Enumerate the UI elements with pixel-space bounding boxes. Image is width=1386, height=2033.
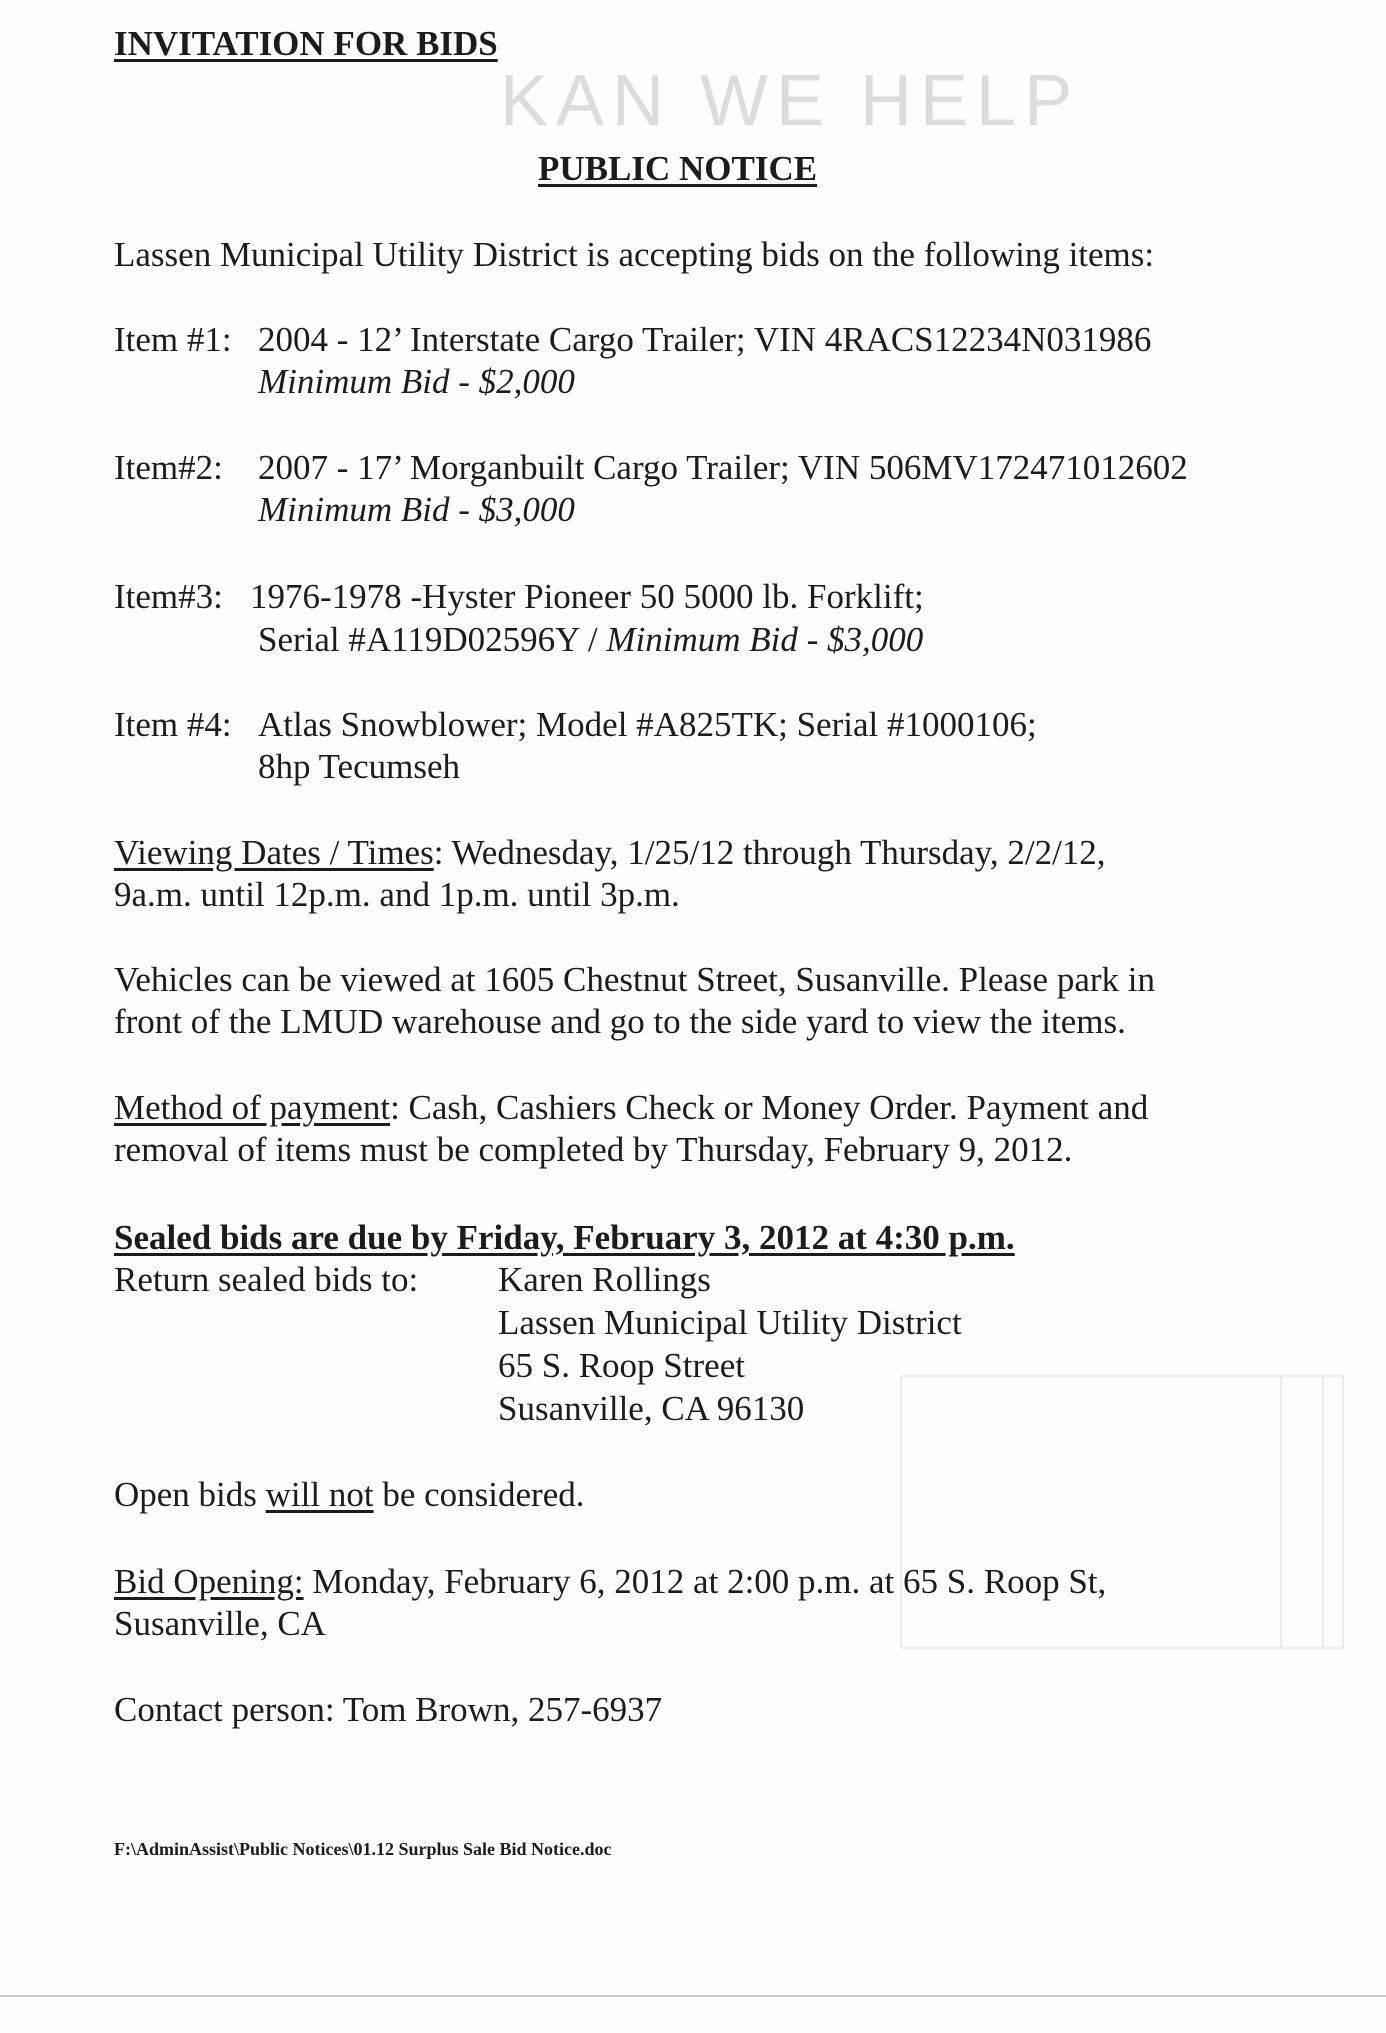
open-bids-notice: [114, 1475, 584, 1515]
item-3-label: Item#3:: [114, 577, 223, 616]
public-notice-heading: PUBLIC NOTICE: [538, 149, 818, 188]
bid-opening-line-1: [114, 1562, 1106, 1602]
open-bids-after: be considered.: [373, 1475, 585, 1514]
location-line-2: front of the LMUD warehouse and go to the side yard to view the items.: [114, 1002, 1126, 1041]
item-1-description: 2004 - 12’ Interstate Cargo Trailer; VIN 4RACS12234N031986: [258, 320, 1152, 359]
viewing-times-line-1: [114, 833, 1106, 873]
bleed-through-box: [900, 1375, 1324, 1649]
scan-edge-line: [0, 1995, 1386, 1997]
payment-label: Method of payment: [114, 1088, 391, 1127]
bleed-through-box-edge: [1280, 1375, 1344, 1649]
viewing-times-dates: : Wednesday, 1/25/12 through Thursday, 2/2/12,: [433, 833, 1106, 872]
item-3-description: 1976-1978 -Hyster Pioneer 50 5000 lb. Forklift;: [250, 577, 924, 616]
bid-opening-line-2: Susanville, CA: [114, 1604, 326, 1643]
item-2-minimum-bid: Minimum Bid - $3,000: [258, 490, 575, 529]
item-4-label: Item #4:: [114, 705, 232, 744]
return-address-name: Karen Rollings: [498, 1260, 711, 1299]
item-1-label: Item #1:: [114, 320, 232, 359]
item-3-minimum-bid: Minimum Bid - $3,000: [606, 620, 924, 659]
payment-methods: : Cash, Cashiers Check or Money Order. Payment and: [390, 1088, 1149, 1127]
location-line-1: Vehicles can be viewed at 1605 Chestnut Street, Susanville. Please park in: [114, 960, 1155, 999]
viewing-times-line-2: 9a.m. until 12p.m. and 1p.m. until 3p.m.: [114, 875, 680, 914]
payment-line-2: removal of items must be completed by Thursday, February 9, 2012.: [114, 1130, 1073, 1169]
bid-opening-details: Monday, February 6, 2012 at 2:00 p.m. at 65 S. Roop St,: [303, 1562, 1107, 1601]
item-4-engine: 8hp Tecumseh: [258, 747, 461, 786]
bid-opening-label: Bid Opening:: [114, 1562, 304, 1601]
open-bids-before: Open bids: [114, 1475, 266, 1514]
return-address-street: 65 S. Roop Street: [498, 1346, 745, 1385]
return-address-city: Susanville, CA 96130: [498, 1389, 805, 1428]
file-path-footer: F:\AdminAssist\Public Notices\01.12 Surplus Sale Bid Notice.doc: [114, 1839, 612, 1859]
item-4-description: Atlas Snowblower; Model #A825TK; Serial #1000106;: [258, 705, 1037, 744]
payment-line-1: [114, 1088, 1148, 1128]
contact-person: Contact person: Tom Brown, 257-6937: [114, 1690, 663, 1729]
bleed-through-graphic: KAN WE HELP: [500, 61, 1081, 141]
sealed-bids-deadline: Sealed bids are due by Friday, February 3, 2012 at 4:30 p.m.: [114, 1218, 1015, 1257]
item-2-description: 2007 - 17’ Morganbuilt Cargo Trailer; VIN 506MV172471012602: [258, 448, 1188, 487]
intro-paragraph: Lassen Municipal Utility District is accepting bids on the following items:: [114, 235, 1155, 274]
return-bids-label: Return sealed bids to:: [114, 1260, 419, 1299]
item-2-label: Item#2:: [114, 448, 223, 487]
open-bids-emphasis: will not: [265, 1475, 374, 1514]
return-address-organization: Lassen Municipal Utility District: [498, 1303, 962, 1342]
item-3-serial-line: [258, 620, 923, 660]
item-3-serial: Serial #A119D02596Y /: [258, 620, 607, 659]
item-1-minimum-bid: Minimum Bid - $2,000: [258, 362, 575, 401]
document-heading: INVITATION FOR BIDS: [114, 24, 498, 63]
viewing-times-label: Viewing Dates / Times: [114, 833, 434, 872]
